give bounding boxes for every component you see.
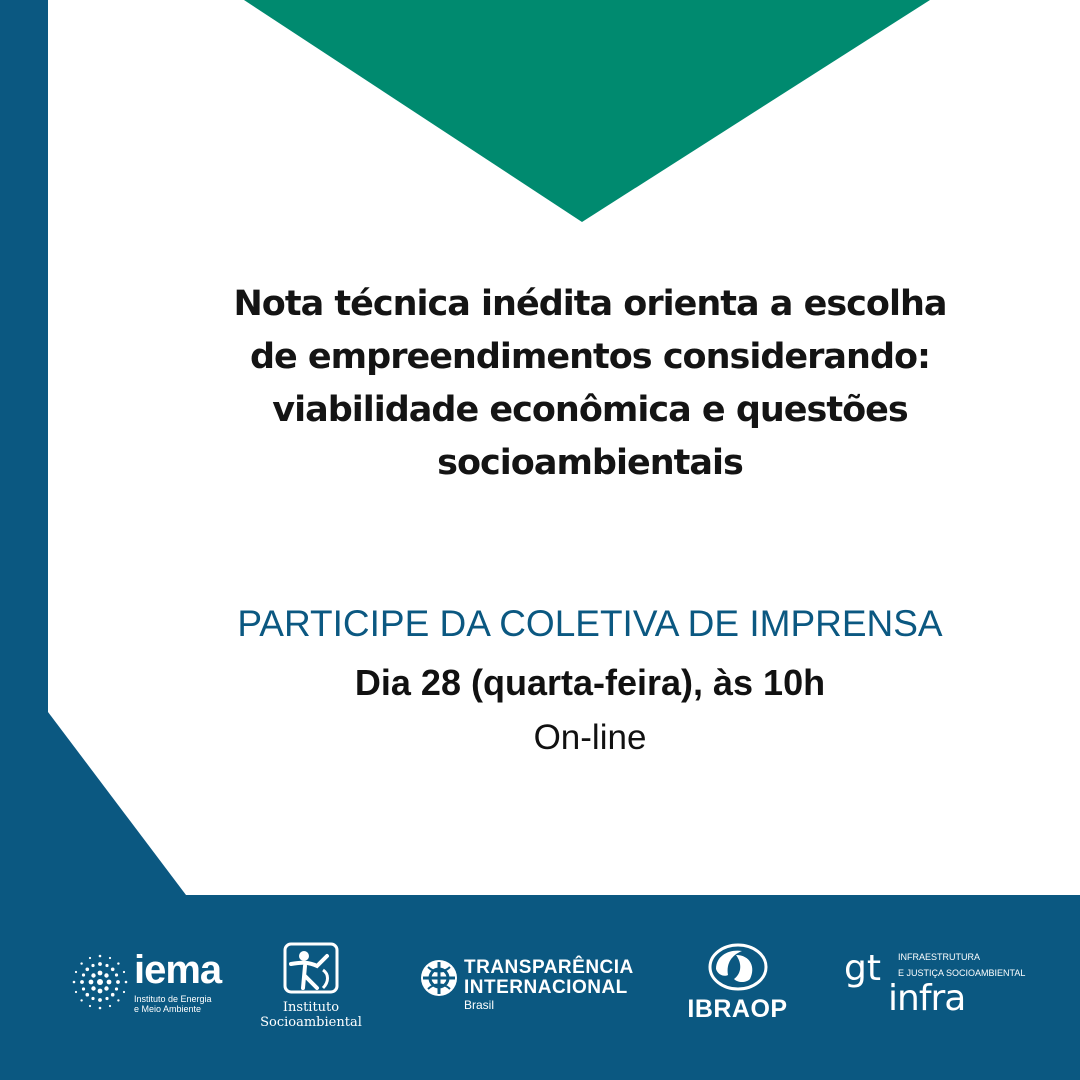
- headline-line: de empreendimentos considerando:: [249, 337, 931, 377]
- ibraop-emblem-icon: [706, 943, 770, 993]
- isa-name-line: Socioambiental: [260, 1015, 362, 1030]
- ti-line-3: Brasil: [464, 998, 495, 1012]
- sunburst-icon: [70, 952, 130, 1012]
- infra-wordmark: infra: [888, 978, 966, 1019]
- press-conference-call: PARTICIPE DA COLETIVA DE IMPRENSA: [237, 603, 943, 644]
- gt-infra-line-1: INFRAESTRUTURA: [898, 952, 981, 962]
- gt-wordmark: gt: [844, 948, 881, 989]
- instituto-socioambiental-logo: [256, 942, 366, 1032]
- isa-name: [256, 1000, 366, 1030]
- gt-infra-line-2: E JUSTIÇA SOCIOAMBIENTAL: [898, 968, 1026, 978]
- ti-line-2: INTERNACIONAL: [464, 977, 628, 998]
- iema-wordmark: iema: [134, 948, 222, 992]
- headline: [180, 278, 1000, 490]
- ti-line-1: TRANSPARÊNCIA: [464, 957, 634, 978]
- isa-emblem-icon: [283, 942, 339, 996]
- iema-logo: [70, 950, 220, 1020]
- iema-subtitle: [134, 994, 212, 1014]
- event-format: On-line: [533, 718, 647, 757]
- headline-line: socioambientais: [437, 443, 743, 483]
- ti-globe-icon: [420, 959, 458, 997]
- iema-subtitle-line: Instituto de Energia: [134, 994, 212, 1004]
- transparencia-internacional-logo: [420, 955, 634, 1015]
- gt-infra-logo: [840, 948, 1030, 1028]
- isa-name-line: Instituto: [282, 1000, 340, 1015]
- event-date: Dia 28 (quarta-feira), às 10h: [354, 662, 826, 703]
- ibraop-logo: [680, 943, 795, 1028]
- headline-line: viabilidade econômica e questões: [272, 390, 908, 430]
- ibraop-wordmark: IBRAOP: [687, 995, 788, 1023]
- headline-line: Nota técnica inédita orienta a escolha: [233, 284, 947, 324]
- iema-subtitle-line: e Meio Ambiente: [134, 1004, 202, 1014]
